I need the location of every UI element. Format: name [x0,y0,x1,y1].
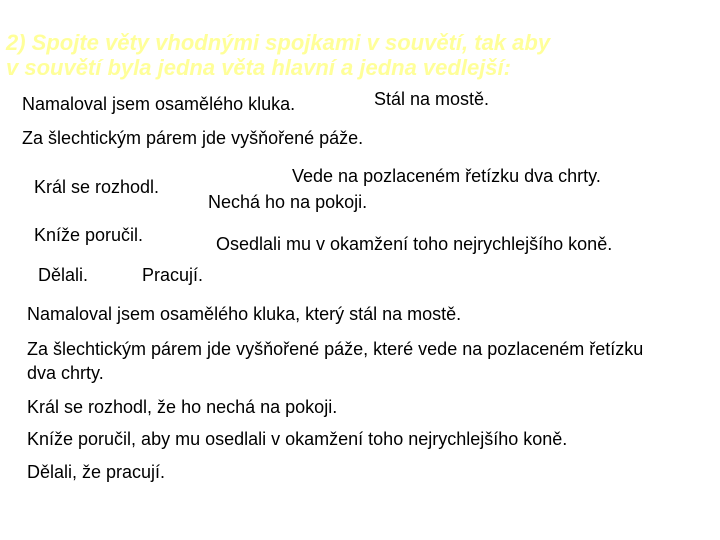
exercise-title [6,30,716,80]
exercise-title-line-2: v souvětí byla jedna věta hlavní a jedna vedlejší: [6,55,511,80]
sentence-5: Vede na pozlaceném řetízku dva chrty. [292,166,601,186]
answer-4: Kníže poručil, aby mu osedlali v okamžení toho nejrychlejšího koně. [27,429,568,449]
answer-5: Dělali, že pracují. [27,462,166,482]
sentence-6: Nechá ho na pokoji. [208,192,368,212]
answer-2: Za šlechtickým párem jde vyšňořené páže, které vede na pozlaceném řetízku dva chrty. [27,339,644,383]
sentence-4: Král se rozhodl. [34,177,160,197]
exercise-title-line-1: 2) Spojte věty vhodnými spojkami v souvětí, tak aby [6,30,551,55]
sentence-7: Kníže poručil. [34,225,144,245]
answer-1: Namaloval jsem osamělého kluka, který stál na mostě. [27,304,462,324]
sentence-2: Stál na mostě. [374,89,490,109]
sentence-3: Za šlechtickým párem jde vyšňořené páže. [22,128,364,148]
answer-3: Král se rozhodl, že ho nechá na pokoji. [27,397,338,417]
sentence-9: Dělali. [38,265,89,285]
sentence-8: Osedlali mu v okamžení toho nejrychlejšího koně. [216,234,613,254]
sentence-1: Namaloval jsem osamělého kluka. [22,94,296,114]
sentence-10: Pracují. [142,265,204,285]
